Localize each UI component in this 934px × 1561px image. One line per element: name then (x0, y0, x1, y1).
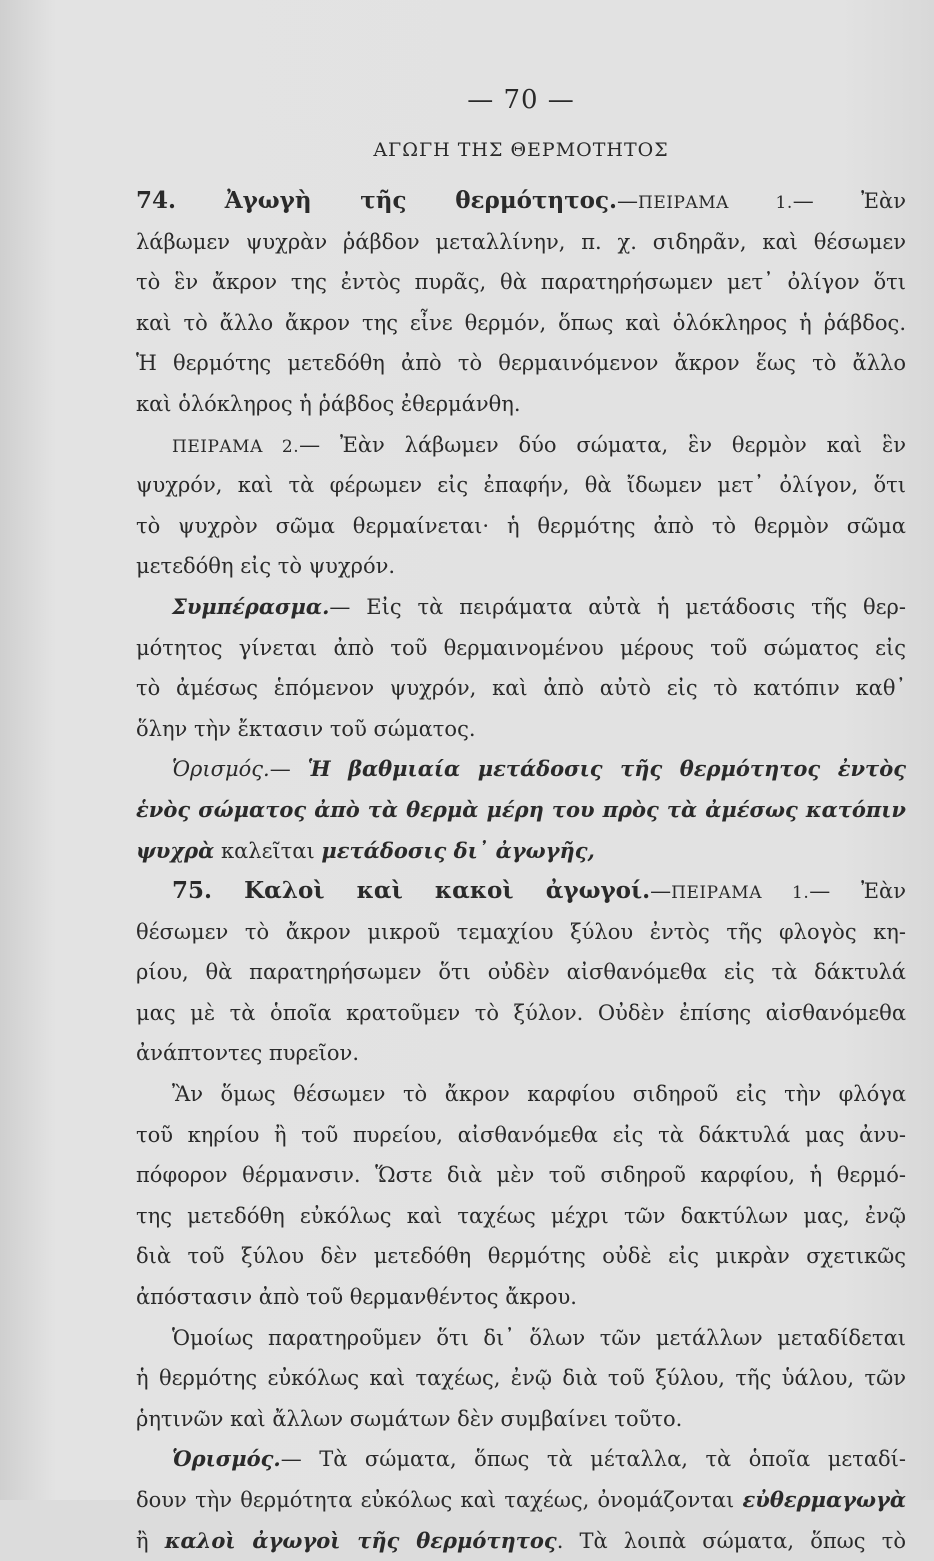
section-heading-74: 74. Ἀγωγὴ τῆς θερμότητος. (136, 187, 618, 214)
conclusion-label: Συμπέρασμα. (172, 593, 330, 619)
text-line: τὸ ἀμέσως ἑπόμενον ψυχρόν, καὶ ἀπὸ αὐτὸ εἰς τὸ κατόπιν καθ᾽ (136, 676, 906, 701)
text-line: καὶ ὁλόκληρος ἡ ῥάβδος ἐθερμάνθη. (136, 391, 521, 416)
text-line: 75. Καλοὶ καὶ κακοὶ ἀγωγοί.—ΠΕΙΡΑΜΑ 1.— Ἐὰν (172, 877, 906, 905)
experiment-label: ΠΕΙΡΑΜΑ 1. (671, 883, 810, 904)
experiment-label: ΠΕΙΡΑΜΑ 2. (172, 436, 300, 457)
defined-term: καλοὶ ἀγωγοὶ τῆς θερμότητος (164, 1527, 557, 1553)
text-line: καὶ τὸ ἄλλο ἄκρον της εἶνε θερμόν, ὅπως καὶ ὁλόκληρος ἡ ῥάβδος. (136, 310, 906, 335)
text-line: πόφορον θέρμανσιν. Ὥστε διὰ μὲν τοῦ σιδηροῦ καρφίου, ἡ θερμό- (136, 1163, 906, 1188)
text-line: τὸ ἓν ἄκρον της ἐντὸς πυρᾶς, θὰ παρατηρήσωμεν μετ᾽ ὀλίγον ὅτι (136, 270, 906, 295)
text-line: ῥητινῶν καὶ ἄλλων σωμάτων δὲν συμβαίνει τοῦτο. (136, 1406, 683, 1431)
running-head: ΑΓΩΓΗ ΤΗΣ ΘΕΡΜΟΤΗΤΟΣ (373, 139, 669, 161)
text-line: 74. Ἀγωγὴ τῆς θερμότητος.—ΠΕΙΡΑΜΑ 1.— Ἐὰν (136, 187, 906, 214)
text-line: Ὁρισμός.— Τὰ σώματα, ὅπως τὰ μέταλλα, τὰ ὁποῖα μεταδί- (172, 1446, 906, 1472)
text-line: μας μὲ τὰ ὁποῖα κρατοῦμεν τὸ ξύλον. Οὐδὲν ἐπίσης αἰσθανόμεθα (136, 1000, 906, 1025)
text-line: ΠΕΙΡΑΜΑ 2.— Ἐὰν λάβωμεν δύο σώματα, ἓν θερμὸν καὶ ἓν (172, 432, 906, 457)
text-line: ἑνὸς σώματος ἀπὸ τὰ θερμὰ μέρη του πρὸς τὰ ἀμέσως κατόπιν (136, 796, 906, 822)
experiment-label: ΠΕΙΡΑΜΑ 1. (638, 193, 793, 213)
definition-label: Ὁρισμός. (172, 757, 270, 782)
text-line: ὅλην τὴν ἔκτασιν τοῦ σώματος. (136, 716, 476, 741)
definition-label: Ὁρισμός. (172, 1446, 281, 1472)
text-line: Ἂν ὅμως θέσωμεν τὸ ἄκρον καρφίου σιδηροῦ εἰς τὴν φλόγα (172, 1082, 906, 1107)
text-line: ἢ καλοὶ ἀγωγοὶ τῆς θερμότητος. Τὰ λοιπὰ σώματα, ὅπως τὸ (136, 1527, 906, 1553)
text-line: Ὁμοίως παρατηροῦμεν ὅτι δι᾽ ὅλων τῶν μετάλλων μεταδίδεται (172, 1325, 906, 1350)
body-text (136, 181, 906, 1561)
text-line: τοῦ κηρίου ἢ τοῦ πυρείου, αἰσθανόμεθα εἰς τὰ δάκτυλά μας ἀνυ- (136, 1122, 906, 1147)
text-line: διὰ τοῦ ξύλου δὲν μετεδόθη θερμότης οὐδὲ εἰς μικρὰν σχετικῶς (136, 1244, 906, 1269)
page-number: — 70 — (467, 85, 575, 115)
text-line: Συμπέρασμα.— Εἰς τὰ πειράματα αὐτὰ ἡ μετάδοσις τῆς θερ- (172, 593, 906, 619)
text-line: της μετεδόθη εὐκόλως καὶ ταχέως μέχρι τῶν δακτύλων μας, ἐνῷ (136, 1203, 906, 1228)
text-line: ἀνάπτοντες πυρεῖον. (136, 1041, 360, 1066)
text-line: Ὁρισμός.— Ἡ βαθμιαία μετάδοσις τῆς θερμότητος ἐντὸς (172, 756, 906, 782)
definition-text: Ἡ βαθμιαία μετάδοσις τῆς θερμότητος ἐντὸς (307, 756, 906, 782)
text-line: Ἡ θερμότης μετεδόθη ἀπὸ τὸ θερμαινόμενον ἄκρον ἕως τὸ ἄλλο (136, 351, 906, 376)
text-line: ψυχρὰ καλεῖται μετάδοσις δι᾽ ἀγωγῆς, (136, 837, 595, 863)
section-heading-75: 75. Καλοὶ καὶ κακοὶ ἀγωγοί. (172, 877, 651, 905)
text-line: μότητος γίνεται ἀπὸ τοῦ θερμαινομένου μέρους τοῦ σώματος εἰς (136, 635, 906, 660)
text-line: δουν τὴν θερμότητα εὐκόλως καὶ ταχέως, ὀνομάζονται εὐθερμαγωγὰ (136, 1487, 906, 1512)
defined-term: μετάδοσις δι᾽ ἀγωγῆς, (321, 837, 595, 863)
defined-term: εὐθερμαγωγὰ (742, 1487, 906, 1512)
text-line: μετεδόθη εἰς τὸ ψυχρόν. (136, 554, 396, 579)
text-line: ψυχρόν, καὶ τὰ φέρωμεν εἰς ἐπαφήν, θὰ ἴδωμεν μετ᾽ ὀλίγον, ὅτι (136, 473, 906, 498)
text-line: ἀπόστασιν ἀπὸ τοῦ θερμανθέντος ἄκρου. (136, 1285, 577, 1310)
text-line: ἡ θερμότης εὐκόλως καὶ ταχέως, ἐνῷ διὰ τοῦ ξύλου, τῆς ὑάλου, τῶν (136, 1366, 906, 1391)
text-line: τὸ ψυχρὸν σῶμα θερμαίνεται· ἡ θερμότης ἀπὸ τὸ θερμὸν σῶμα (136, 513, 906, 538)
text-line: ρίου, θὰ παρατηρήσωμεν ὅτι οὐδὲν αἰσθανόμεθα εἰς τὰ δάκτυλά (136, 960, 906, 985)
text-line: λάβωμεν ψυχρὰν ῥάβδον μεταλλίνην, π. χ. σιδηρᾶν, καὶ θέσωμεν (136, 229, 906, 254)
text-line: θέσωμεν τὸ ἄκρον μικροῦ τεμαχίου ξύλου ἐντὸς τῆς φλογὸς κη- (136, 919, 906, 944)
